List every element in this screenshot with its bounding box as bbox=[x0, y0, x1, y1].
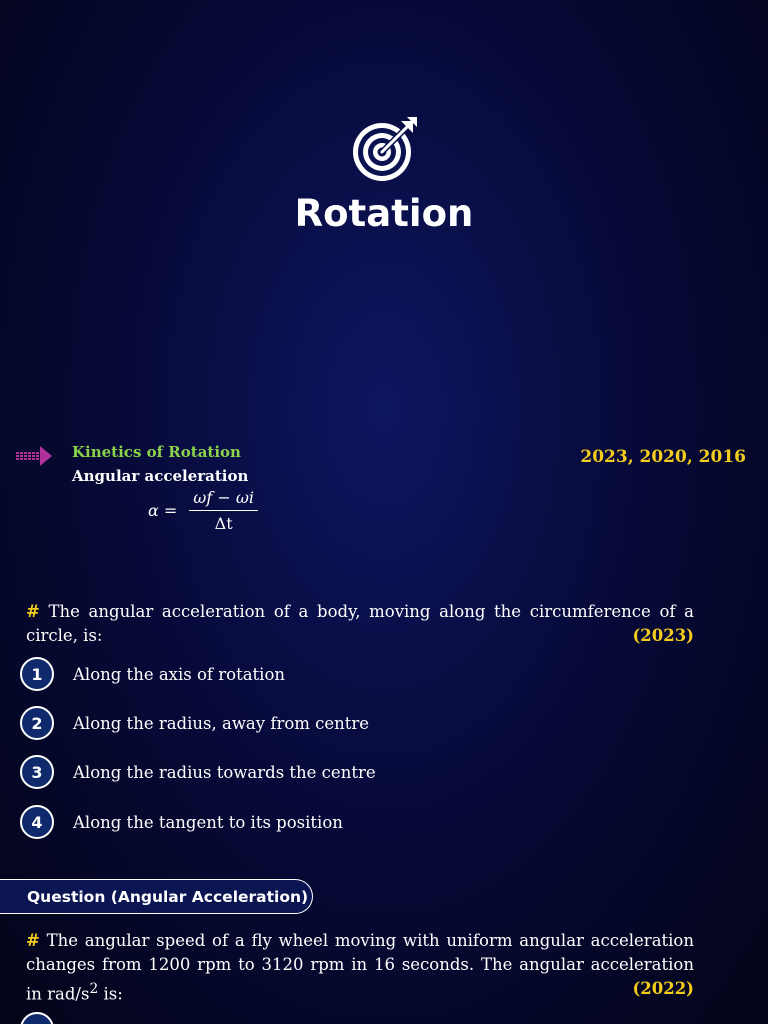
question-text-end: is: bbox=[98, 984, 123, 1004]
option-text: Along the radius towards the centre bbox=[73, 762, 376, 782]
question-1 bbox=[26, 600, 694, 648]
question-hash: # bbox=[26, 931, 40, 950]
option-number-partial[interactable] bbox=[20, 1012, 54, 1024]
option-number: 4 bbox=[20, 805, 54, 839]
section-banner: Question (Angular Acceleration) bbox=[0, 879, 313, 914]
question-2 bbox=[26, 929, 694, 1007]
page-title: Rotation bbox=[294, 192, 474, 235]
subtopic-label: Angular acceleration bbox=[72, 467, 249, 485]
question-superscript: 2 bbox=[89, 981, 99, 997]
question-text: The angular acceleration of a body, moving along the circumference of a circle, is: bbox=[26, 602, 694, 645]
option-3[interactable] bbox=[20, 755, 376, 789]
formula-lhs: α = bbox=[148, 501, 178, 520]
option-number: 2 bbox=[20, 706, 54, 740]
option-text: Along the tangent to its position bbox=[73, 812, 343, 832]
formula-fraction bbox=[189, 488, 258, 533]
topic-label: Kinetics of Rotation bbox=[72, 443, 241, 461]
question-year: (2022) bbox=[632, 979, 694, 998]
arrow-right-icon bbox=[16, 444, 54, 468]
exam-years: 2023, 2020, 2016 bbox=[580, 447, 746, 467]
formula-denominator: Δt bbox=[214, 514, 233, 533]
option-text: Along the axis of rotation bbox=[73, 664, 286, 684]
option-4[interactable] bbox=[20, 805, 343, 839]
option-number: 3 bbox=[20, 755, 54, 789]
option-2[interactable] bbox=[20, 706, 369, 740]
target-icon bbox=[349, 115, 419, 185]
question-hash: # bbox=[26, 602, 40, 621]
option-number: 1 bbox=[20, 657, 54, 691]
question-year: (2023) bbox=[632, 626, 694, 645]
option-text: Along the radius, away from centre bbox=[73, 713, 370, 733]
question-text: The angular speed of a fly wheel moving with uniform angular acceleration changes from 1200 rpm to 3120 rpm in 16 seconds. The angular acceleration in rad/s bbox=[26, 931, 694, 1004]
option-1[interactable] bbox=[20, 657, 285, 691]
angular-acceleration-formula bbox=[148, 488, 258, 533]
formula-numerator: ωf − ωi bbox=[189, 488, 258, 511]
